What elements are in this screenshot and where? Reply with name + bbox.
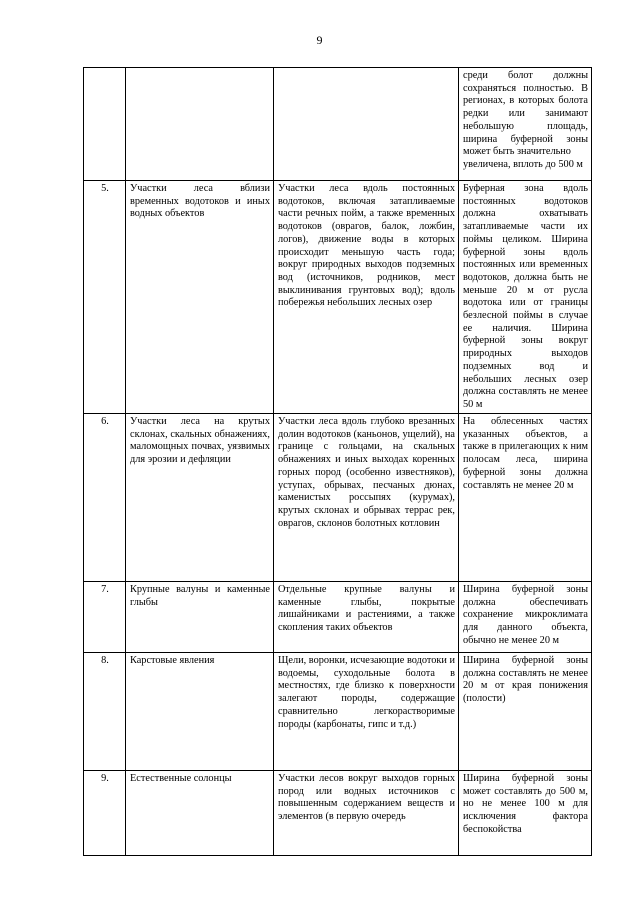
table-row [84, 414, 592, 582]
table-row [84, 68, 592, 181]
buffer-zone-cell: Буферная зона вдоль постоянных водотоков должна охватывать затапливаемые части их поймы целиком. Ширина буферной зоны вдоль постоянных или временных водотоков, должна быть не меньше 20 м от русла водотока или от границы безлесной поймы в случае ее наличия. Ширина буферной зоны вокруг природных выходов подземных вод и небольших лесных озер должна составлять не менее 50 м [459, 181, 592, 414]
buffer-zone-cell: Ширина буферной зоны может составлять до 500 м, но не менее 100 м для исключения фактора беспокойства [459, 771, 592, 856]
table-row [84, 653, 592, 771]
object-cell: Участки леса вблизи временных водотоков и иных водных объектов [126, 181, 274, 414]
buffer-zone-table [83, 67, 592, 856]
description-cell: Участки лесов вокруг выходов горных пород или водных источников с повышенным содержанием веществ и элементов (в первую очередь [274, 771, 459, 856]
row-number-cell: 8. [84, 653, 126, 771]
row-number-cell: 5. [84, 181, 126, 414]
object-cell: Карстовые явления [126, 653, 274, 771]
object-cell [126, 68, 274, 181]
object-cell: Участки леса на крутых склонах, скальных обнажениях, маломощных почвах, уязвимых для эрозии и дефляции [126, 414, 274, 582]
description-cell: Участки леса вдоль глубоко врезанных долин водотоков (каньонов, ущелий), на границе с гольцами, на скальных обнажениях и иных выходах коренных горных пород (особенно известняков), уступах, обрывах, песчаных дюнах, каменистых россыпях (курумах), крутых склонах и обрывах террас рек, оврагов, склонов болотных котловин [274, 414, 459, 582]
description-cell: Отдельные крупные валуны и каменные глыбы, покрытые лишайниками и растениями, а также скопления таких объектов [274, 582, 459, 653]
buffer-zone-text: среди болот должны сохраняться полностью. В регионах, в которых болота редки или занимают небольшую площадь, ширина буферной зоны может быть значительно увеличена, вплоть до 500 м [463, 70, 588, 170]
row-number-cell: 6. [84, 414, 126, 582]
object-cell: Крупные валуны и каменные глыбы [126, 582, 274, 653]
buffer-zone-cell: На облесенных частях указанных объектов, а также в прилегающих к ним полосам леса, ширина буферной зоны должна составлять не менее 20 м [459, 414, 592, 582]
buffer-zone-cell: Ширина буферной зоны должна составлять не менее 20 м от края понижения (полости) [459, 653, 592, 771]
object-cell: Естественные солонцы [126, 771, 274, 856]
description-cell: Щели, воронки, исчезающие водотоки и водоемы, суходольные болота в местностях, где близко к поверхности залегают породы, содержащие сравнительно легкорастворимые породы (карбонаты, гипс и т.д.) [274, 653, 459, 771]
row-number-cell: 9. [84, 771, 126, 856]
table-row [84, 771, 592, 856]
table-row [84, 582, 592, 653]
buffer-zone-cell: Ширина буферной зоны должна обеспечивать сохранение микроклимата для данного объекта, обычно не менее 20 м [459, 582, 592, 653]
row-number-cell [84, 68, 126, 181]
page-number: 9 [316, 33, 323, 47]
table-body [84, 68, 592, 856]
description-cell: Участки леса вдоль постоянных водотоков, включая затапливаемые части речных пойм, а также временных водотоков (оврагов, балок, ложбин, логов), движение воды в которых происходит меньшую часть года; вокруг природных выходов подземных вод (источников, родников, мест выклинивания грунтовых вод); вдоль побережья небольших лесных озер [274, 181, 459, 414]
buffer-zone-cell [459, 68, 592, 181]
description-cell [274, 68, 459, 181]
row-number-cell: 7. [84, 582, 126, 653]
table-row [84, 181, 592, 414]
